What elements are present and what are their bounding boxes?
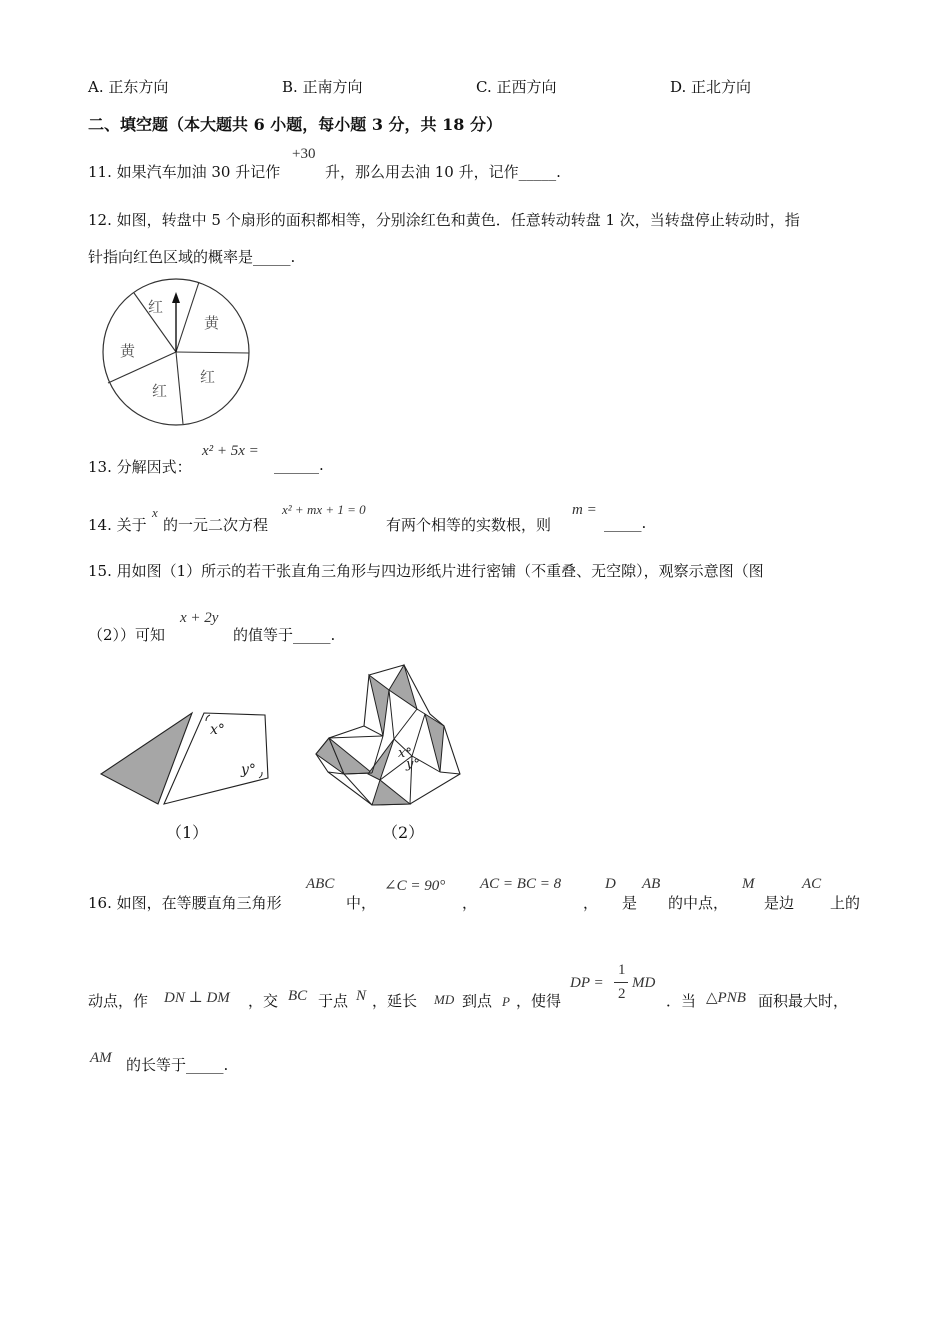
q16-m4: D <box>605 876 616 892</box>
q14-m2: x² + mx + 1 = 0 <box>282 502 366 517</box>
q16-l2m3: N <box>356 988 367 1004</box>
q14-m3: m = <box>572 502 597 518</box>
q16-t6: 的中点， <box>668 894 729 912</box>
q16-l2h: 面积最大时， <box>758 992 849 1010</box>
q14-t2: 的一元二次方程 <box>163 516 269 534</box>
q16-t3: ， <box>462 894 478 912</box>
q16-m5: AB <box>642 876 661 892</box>
q16-m7: AC <box>802 876 822 892</box>
q16-l2f: ，使得 <box>516 992 562 1010</box>
q16-m6: M <box>742 876 755 892</box>
q16-l2m4: MD <box>434 992 455 1007</box>
q16-l2m6a: DP = <box>570 975 604 991</box>
q16-l2m7: △PNB <box>706 990 746 1006</box>
fig2-angle-x: x° <box>398 746 412 761</box>
q16-m3: AC = BC = 8 <box>480 876 562 892</box>
q13-math: x² + 5x = <box>202 443 259 459</box>
q16-l2m1: DN ⊥ DM <box>164 990 230 1006</box>
sector-label-red-bottom: 红 <box>152 382 168 400</box>
q16-t2: 中， <box>346 894 377 912</box>
q16-frac-num: 1 <box>618 962 626 978</box>
q16-frac-den: 2 <box>618 986 626 1002</box>
q14-blank: _____. <box>604 514 647 532</box>
q16-t1: 16. 如图，在等腰直角三角形 <box>88 894 282 912</box>
q15-t1: （2））可知 <box>88 626 166 644</box>
sector-label-yellow-right: 黄 <box>204 314 220 332</box>
q14-m1: x <box>152 505 158 520</box>
section-title: 二、填空题（本大题共 6 小题，每小题 3 分，共 18 分） <box>88 115 502 134</box>
q16-l2c: 于点 <box>318 992 349 1010</box>
q16-l3: 的长等于_____. <box>126 1056 229 1074</box>
angle-x-label: x° <box>210 722 225 738</box>
sector-label-red-top: 红 <box>148 298 164 316</box>
q16-t7: 是边 <box>764 894 795 912</box>
q11-math: +30 <box>292 146 316 162</box>
sector-label-red-bottomright: 红 <box>200 368 216 386</box>
q13-text: 13. 分解因式： <box>88 458 192 476</box>
option-d: D. 正北方向 <box>670 78 752 96</box>
figure-2 <box>312 662 464 808</box>
fig1-caption: （1） <box>166 823 209 842</box>
q16-t5: 是 <box>622 894 638 912</box>
q16-l2e: 到点 <box>462 992 493 1010</box>
q16-l2d: ，延长 <box>372 992 418 1010</box>
q14-t1: 14. 关于 <box>88 516 147 534</box>
q16-l3m: AM <box>90 1050 112 1066</box>
q16-frac-bar <box>614 982 628 983</box>
q14-t3: 有两个相等的实数根，则 <box>386 516 552 534</box>
q12-line2: 针指向红色区域的概率是_____. <box>88 248 296 266</box>
figure-1 <box>96 706 276 806</box>
angle-y-label: y° <box>241 762 256 778</box>
option-a: A. 正东方向 <box>88 78 169 96</box>
q15-line1: 15. 用如图（1）所示的若干张直角三角形与四边形纸片进行密铺（不重叠、无空隙），观察示意图（图 <box>88 562 764 580</box>
fig2-caption: （2） <box>382 823 425 842</box>
spinner-figure <box>98 278 254 426</box>
q15-t2: 的值等于_____. <box>233 626 336 644</box>
q16-t4: ， <box>583 894 599 912</box>
q16-l2m6b: MD <box>632 975 656 991</box>
q16-m1: ABC <box>306 876 335 892</box>
q13-blank: ______. <box>274 456 324 474</box>
q16-l2m2: BC <box>288 988 308 1004</box>
q15-math: x + 2y <box>180 610 219 626</box>
q16-l2b: ，交 <box>248 992 279 1010</box>
option-c: C. 正西方向 <box>476 78 557 96</box>
q12-line1: 12. 如图，转盘中 5 个扇形的面积都相等，分别涂红色和黄色．任意转动转盘 1 次，当转盘停止转动时，指 <box>88 211 800 229</box>
option-b: B. 正南方向 <box>282 78 363 96</box>
q16-l2m5: P <box>502 994 510 1009</box>
q16-m2: ∠C = 90° <box>384 878 446 894</box>
q16-l2g: ．当 <box>666 992 697 1010</box>
q16-l2a: 动点，作 <box>88 992 149 1010</box>
sector-label-yellow-left: 黄 <box>120 342 136 360</box>
fig2-angle-y: y° <box>406 757 420 772</box>
q11-text: 11. 如果汽车加油 30 升记作 <box>88 163 281 181</box>
q16-t8: 上的 <box>830 894 861 912</box>
q11-rest: 升，那么用去油 10 升，记作_____. <box>325 163 561 181</box>
